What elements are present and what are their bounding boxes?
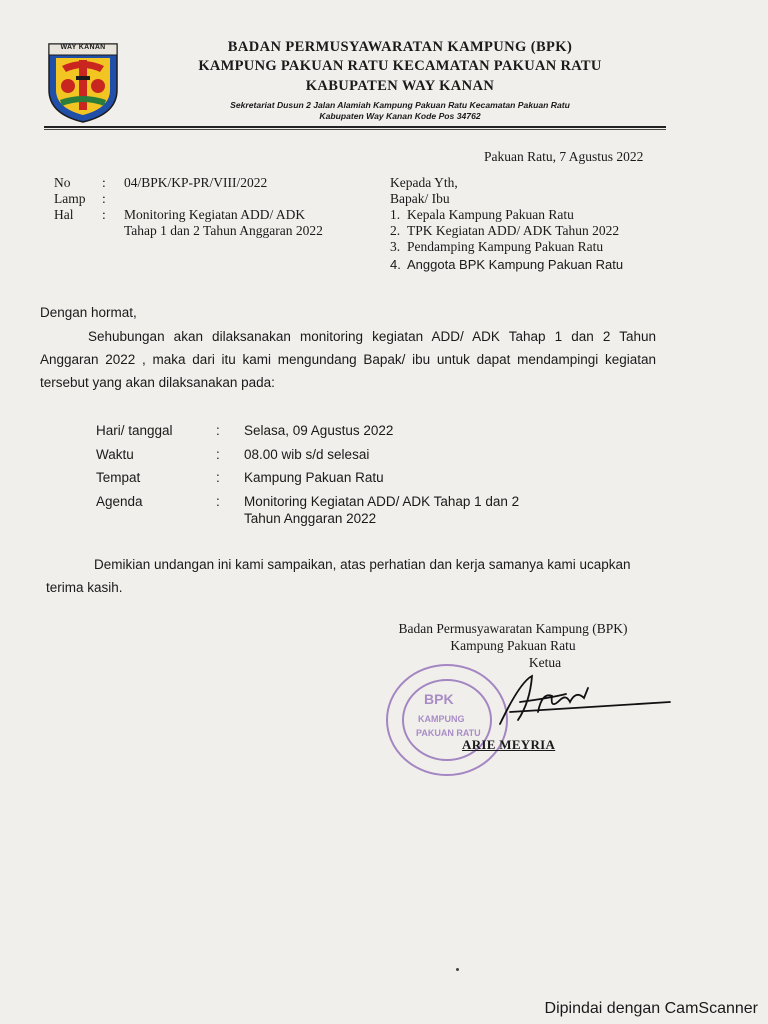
letter-meta — [54, 175, 374, 239]
detail-value-line-1: Monitoring Kegiatan ADD/ ADK Tahap 1 dan 2 — [244, 493, 520, 509]
scan-speck — [456, 968, 459, 971]
handwritten-signature — [480, 672, 680, 732]
recipient-salutation: Bapak/ Ibu — [390, 191, 450, 206]
recipient-to: Kepada Yth, — [390, 175, 458, 190]
detail-value: Kampung Pakuan Ratu — [244, 470, 384, 485]
list-item-number: 2. — [390, 223, 401, 238]
detail-label: Agenda — [96, 493, 143, 509]
detail-row-place — [96, 469, 564, 486]
list-item-number: 4. — [390, 257, 401, 272]
detail-colon: : — [216, 493, 220, 509]
list-item — [390, 223, 623, 239]
body-paragraph — [40, 325, 656, 394]
letterhead — [130, 38, 670, 122]
logo-text: WAY KANAN — [60, 44, 106, 51]
event-details — [96, 422, 564, 533]
detail-colon: : — [216, 423, 220, 438]
meta-colon: : — [102, 207, 106, 222]
letterhead-rule-thick — [44, 126, 666, 128]
list-item-text: Pendamping Kampung Pakuan Ratu — [407, 239, 604, 254]
letterhead-rule-thin — [44, 129, 666, 130]
detail-value: Selasa, 09 Agustus 2022 — [244, 423, 394, 438]
camscanner-watermark: Dipindai dengan CamScanner — [544, 1000, 758, 1017]
detail-row-agenda — [96, 493, 564, 527]
detail-value-line-2: Tahun Anggaran 2022 — [244, 510, 377, 526]
detail-value — [244, 493, 564, 527]
detail-colon: : — [216, 470, 220, 485]
meta-value: 04/BPK/KP-PR/VIII/2022 — [124, 175, 268, 190]
closing-text: Demikian undangan ini kami sampaikan, atas perhatian dan kerja samanya kami ucapkan terima kasih. — [46, 557, 631, 595]
detail-label: Hari/ tanggal — [96, 423, 173, 438]
org-address-1: Sekretariat Dusun 2 Jalan Alamiah Kampung Pakuan Ratu Kecamatan Pakuan Ratu — [230, 100, 570, 110]
meta-row-hal — [54, 207, 374, 239]
greeting: Dengan hormat, — [40, 305, 137, 320]
detail-row-date — [96, 422, 564, 439]
list-item-text: TPK Kegiatan ADD/ ADK Tahun 2022 — [407, 223, 620, 238]
list-item-number: 1. — [390, 207, 401, 222]
org-address-2: Kabupaten Way Kanan Kode Pos 34762 — [319, 111, 481, 121]
detail-colon: : — [216, 446, 220, 462]
detail-value: 08.00 wib s/d selesai — [244, 446, 370, 462]
list-item — [390, 207, 623, 223]
signature-village: Kampung Pakuan Ratu — [450, 638, 576, 653]
closing-paragraph — [46, 553, 660, 599]
crest-icon — [46, 42, 120, 124]
list-item-text: Kepala Kampung Pakuan Ratu — [407, 207, 574, 222]
meta-label: Lamp — [54, 191, 86, 206]
body-paragraph-text: Sehubungan akan dilaksanakan monitoring kegiatan ADD/ ADK Tahap 1 dan 2 Tahun Anggaran 2022 , maka dari itu kami mengundang Bapak/ ibu untuk dapat mendampingi kegiatan tersebut yang akan dilaksanakan pada: — [40, 329, 656, 390]
detail-label: Tempat — [96, 470, 141, 485]
meta-colon: : — [102, 175, 106, 190]
letter-date: Pakuan Ratu, 7 Agustus 2022 — [484, 149, 644, 164]
detail-row-time — [96, 446, 564, 463]
list-item-number: 3. — [390, 239, 401, 254]
list-item — [390, 257, 623, 273]
org-village: KAMPUNG PAKUAN RATU KECAMATAN PAKUAN RATU — [198, 58, 602, 74]
signature-role: Ketua — [528, 655, 562, 670]
meta-row-lamp — [54, 191, 374, 207]
meta-value — [124, 207, 374, 239]
signature-org: Badan Permusyawaratan Kampung (BPK) — [398, 621, 628, 636]
org-name: BADAN PERMUSYAWARATAN KAMPUNG (BPK) — [227, 39, 573, 55]
way-kanan-logo — [46, 42, 120, 124]
signer-name: ARIE MEYRIA — [462, 737, 556, 752]
meta-label: Hal — [54, 207, 74, 222]
recipient-block — [390, 175, 623, 273]
list-item-text: Anggota BPK Kampung Pakuan Ratu — [407, 257, 624, 272]
meta-value-line-1: Monitoring Kegiatan ADD/ ADK — [124, 207, 306, 222]
meta-row-no — [54, 175, 374, 191]
detail-label: Waktu — [96, 446, 134, 462]
org-regency: KABUPATEN WAY KANAN — [305, 78, 495, 94]
list-item — [390, 239, 623, 255]
recipient-list — [390, 207, 623, 273]
stamp-pakuan-text: PAKUAN RATU — [416, 728, 481, 738]
meta-label: No — [54, 175, 71, 190]
meta-value — [124, 191, 374, 207]
stamp-kampung-text: KAMPUNG — [418, 714, 465, 724]
stamp-bpk-text: BPK — [424, 691, 454, 707]
meta-colon: : — [102, 191, 106, 206]
meta-value-line-2: Tahap 1 dan 2 Tahun Anggaran 2022 — [124, 223, 323, 238]
